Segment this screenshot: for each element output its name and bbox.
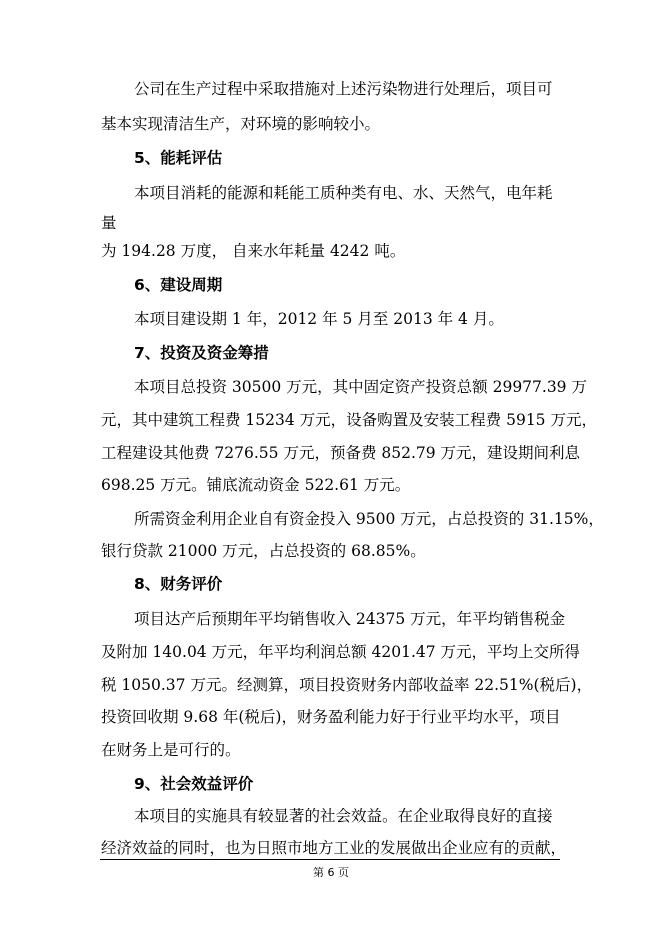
- section-heading: 7、投资及资金筹措: [134, 344, 269, 362]
- body-text-line: 经济效益的同时，也为日照市地方工业的发展做出企业应有的贡献，: [101, 839, 567, 857]
- body-text-line: 及附加 140.04 万元，年平均利润总额 4201.47 万元，平均上交所得: [101, 643, 581, 661]
- body-text-line: 本项目建设期 1 年，2012 年 5 月至 2013 年 4 月。: [134, 310, 504, 328]
- body-text-line: 工程建设其他费 7276.55 万元，预备费 852.79 万元，建设期间利息: [101, 444, 581, 462]
- body-text-line: 为 194.28 万度， 自来水年耗量 4242 吨。: [101, 242, 406, 260]
- body-text-line: 基本实现清洁生产，对环境的影响较小。: [101, 115, 381, 133]
- page-number: 第 6 页: [313, 866, 349, 879]
- body-text-line: 本项目消耗的能源和耗能工质种类有电、水、天然气，电年耗: [134, 184, 553, 202]
- body-text-line: 公司在生产过程中采取措施对上述污染物进行处理后，项目可: [134, 80, 553, 98]
- body-text-line: 投资回收期 9.68 年(税后)，财务盈利能力好于行业平均水平，项目: [101, 708, 561, 726]
- section-heading: 5、能耗评估: [134, 149, 223, 167]
- body-text-line: 所需资金利用企业自有资金投入 9500 万元，占总投资的 31.15%，: [134, 510, 604, 528]
- body-text-line: 项目达产后预期年平均销售收入 24375 万元，年平均销售税金: [134, 610, 566, 628]
- body-text-line: 698.25 万元。铺底流动资金 522.61 万元。: [101, 476, 411, 494]
- body-text-line: 税 1050.37 万元。经测算，项目投资财务内部收益率 22.51%(税后)，: [101, 676, 593, 694]
- body-text-line: 在财务上是可行的。: [101, 741, 241, 759]
- body-text-line: 量: [101, 214, 117, 232]
- section-heading: 8、财务评价: [134, 575, 223, 593]
- section-heading: 9、社会效益评价: [134, 775, 254, 793]
- body-text-line: 本项目的实施具有较显著的社会效益。在企业取得良好的直接: [134, 807, 553, 825]
- body-text-line: 元，其中建筑工程费 15234 万元，设备购置及安装工程费 5915 万元，: [101, 411, 597, 429]
- footer-rule: [100, 859, 560, 860]
- body-text-line: 本项目总投资 30500 万元，其中固定资产投资总额 29977.39 万: [134, 378, 587, 396]
- section-heading: 6、建设周期: [134, 276, 223, 294]
- body-text-line: 银行贷款 21000 万元，占总投资的 68.85%。: [101, 542, 426, 560]
